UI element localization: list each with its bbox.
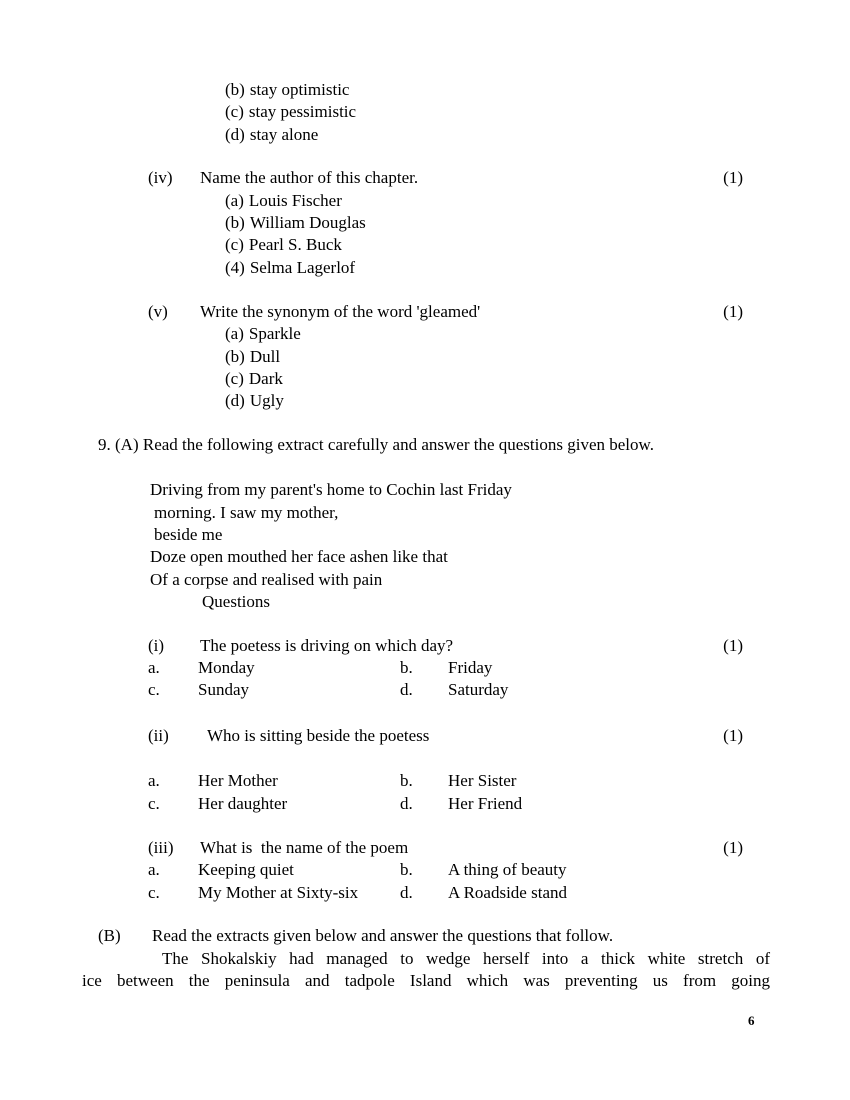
options-group [0,770,850,815]
marks-label: (1) [723,168,743,188]
option-line [225,346,850,368]
question-number: (v) [148,301,168,321]
options-row [148,770,770,792]
option-label: d. [400,793,413,813]
option-label: (d) [225,391,245,411]
question-text: What is the name of the poem [200,838,409,858]
option-text: Her Mother [198,771,278,791]
option-label: (b) [225,80,245,99]
option-text: Dull [249,346,281,366]
extract-line: Doze open mouthed her face ashen like that [150,547,448,567]
question-line [148,635,743,657]
question-line [148,725,743,747]
option-label: a. [148,658,160,678]
option-label: (a) [225,324,244,344]
option-text: stay alone [249,124,319,144]
question-number: (iii) [148,838,174,858]
option-line [225,323,850,345]
option-label: b. [400,771,413,791]
carryover-options [0,79,850,146]
section-b-paragraph-line: The Shokalskiy had managed to wedge herself into a thick white stretch of [162,948,770,968]
question-v [0,301,850,413]
option-label: (b) [225,346,245,366]
options-row [148,679,770,701]
section-b-heading-line [98,925,850,947]
question-i [0,635,850,702]
option-line [225,190,850,212]
question-text: Write the synonym of the word 'gleamed' [200,301,481,321]
option-text: William Douglas [249,213,366,233]
question-text: Name the author of this chapter. [200,168,419,188]
options-row [148,657,770,679]
option-label: (c) [225,102,244,122]
option-line [225,390,850,412]
option-text: Dark [248,368,283,388]
option-text: A thing of beauty [448,860,567,880]
option-text: My Mother at Sixty-six [198,882,359,902]
extract-line: morning. I saw my mother, [154,502,339,522]
options-row [148,793,770,815]
option-label: d. [400,882,413,902]
option-text: Sparkle [248,324,301,344]
option-line [225,212,850,234]
marks-label: (1) [723,726,743,746]
option-text: Saturday [448,680,509,700]
option-line [225,101,850,123]
option-text: Louis Fischer [248,190,342,210]
question-line [148,837,743,859]
extract-line: Driving from my parent's home to Cochin last Friday [150,480,512,500]
option-text: Monday [198,658,255,678]
question-iv [0,167,850,279]
option-text: stay optimistic [249,80,350,99]
marks-label: (1) [723,838,743,858]
section-b-heading: Read the extracts given below and answer the questions that follow. [152,926,614,946]
option-line [225,257,850,279]
page-number: 6 [748,1013,755,1028]
option-text: Ugly [249,391,284,411]
extract-line: Of a corpse and realised with pain [150,569,383,589]
question-number: (iv) [148,168,173,188]
option-label: (d) [225,124,245,144]
question-iii [0,837,850,904]
option-label: b. [400,658,413,678]
question-number: (i) [148,635,165,655]
question-ii [0,725,850,815]
option-line [225,79,850,101]
option-text: Her Friend [448,793,523,813]
extract-line: beside me [154,525,223,544]
option-label: d. [400,680,413,700]
option-label: (a) [225,190,244,210]
option-line [225,124,850,146]
options-row [148,882,770,904]
options-row [148,859,770,881]
section-b [0,925,850,992]
option-label: (b) [225,213,245,233]
option-text: Keeping quiet [198,860,294,880]
question-number: (ii) [148,726,169,746]
option-text: stay pessimistic [248,102,357,122]
question-line [148,301,743,323]
section-9a-heading: 9. (A) Read the following extract carefully and answer the questions given below. [98,435,654,455]
option-label: (4) [225,257,245,277]
question-text: Who is sitting beside the poetess [207,726,430,746]
option-text: A Roadside stand [448,882,567,902]
option-text: Friday [448,658,493,678]
option-label: b. [400,860,413,880]
option-text: Sunday [198,680,249,700]
section-b-number: (B) [98,926,121,946]
section-b-paragraph-line: ice between the peninsula and tadpole Island which was preventing us from going [82,971,770,991]
option-text: Selma Lagerlof [249,257,356,277]
option-line [225,234,850,256]
option-label: c. [148,680,160,700]
poem-extract [150,479,850,613]
option-text: Pearl S. Buck [248,235,342,255]
option-label: c. [148,882,160,902]
option-text: Her daughter [198,793,288,813]
option-label: (c) [225,235,244,255]
question-line [148,167,743,189]
option-label: a. [148,771,160,791]
marks-label: (1) [723,635,743,655]
questions-label: Questions [202,592,270,612]
marks-label: (1) [723,301,743,321]
option-label: c. [148,793,160,813]
question-text: The poetess is driving on which day? [200,635,454,655]
option-line [225,368,850,390]
option-label: a. [148,860,160,880]
option-label: (c) [225,368,244,388]
option-text: Her Sister [448,771,517,791]
